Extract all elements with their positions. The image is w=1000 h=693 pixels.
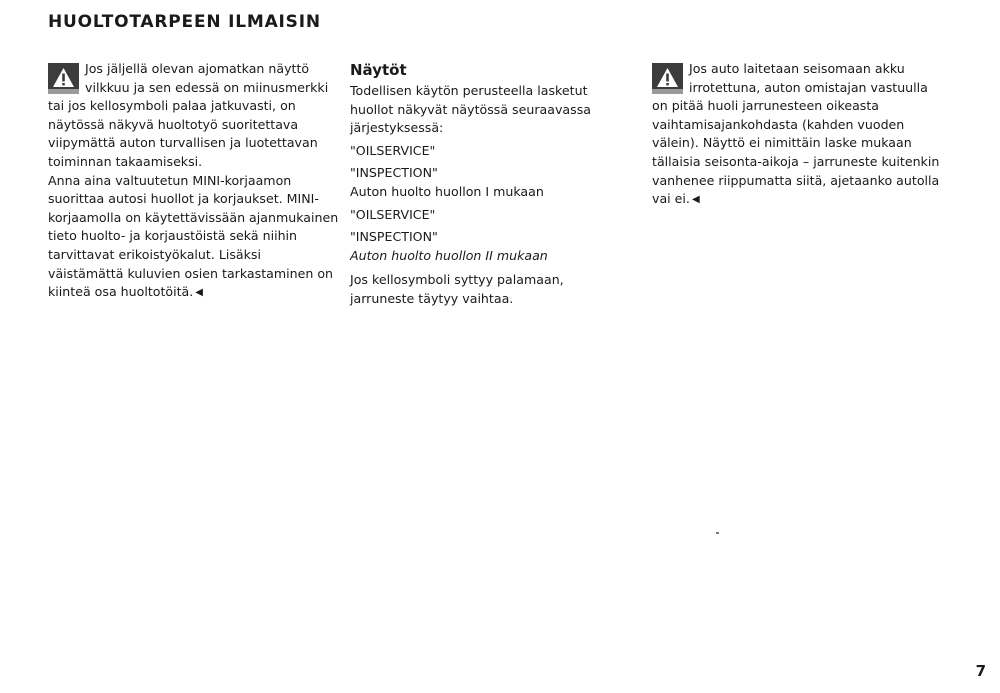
scan-speck (716, 532, 719, 534)
warning-triangle-icon (48, 63, 79, 94)
page-number: 7 (975, 662, 986, 680)
end-mark: ◀ (691, 194, 700, 206)
page-title: HUOLTOTARPEEN ILMAISIN (48, 12, 321, 32)
middle-column (350, 60, 614, 309)
service-item-oilservice: "OILSERVICE" (350, 206, 436, 222)
end-mark: ◀ (195, 287, 203, 299)
right-column (652, 60, 944, 210)
note-paragraph: Jos kellosymboli syttyy palamaan, jarruneste täytyy vaihtaa. (350, 272, 564, 306)
service-item-oilservice: "OILSERVICE" (350, 142, 436, 158)
warning-paragraph (48, 60, 340, 172)
warning-text: Jos jäljellä olevan ajomatkan näyttö vilkkuu ja sen edessä on miinusmerkki tai jos kellosymboli palaa jatkuvasti, on näytössä näkyvä huoltotyö suoritettava viipymättä auton turvallisen ja luotettavan toiminnan takaamiseksi. (48, 61, 329, 169)
service-item-description: Auton huolto huollon I mukaan (350, 183, 544, 199)
section-heading: Näytöt (350, 61, 407, 79)
intro-paragraph: Todellisen käytön perusteella lasketut huollot näkyvät näytössä seuraavassa järjestyksessä: (350, 83, 591, 136)
left-column (48, 60, 340, 303)
service-item-inspection: "INSPECTION" (350, 165, 438, 181)
body-paragraph: Anna aina valtuutetun MINI-korjaamon suorittaa autosi huollot ja korjaukset. MINI-korjaamolla on käytettävissään ajanmukainen tieto huolto- ja korjaustöistä sekä niihin tarvittavat erikoistyökalut. Lisäksi väistämättä kuluvien osien tarkastaminen on kiinteä osa huoltotöitä. ◀ (48, 172, 339, 300)
service-item-description: Auton huolto huollon II mukaan (350, 247, 548, 263)
service-item-inspection: "INSPECTION" (350, 229, 438, 245)
warning-text: Jos auto laitetaan seisomaan akku irrotettuna, auton omistajan vastuulla on pitää huoli jarrunesteen oikeasta vaihtamisajankohdasta (kahden vuoden välein). Näyttö ei nimittäin laske mukaan tällaisia seisonta-aikoja – jarruneste kuitenkin vanhenee riippumatta siitä, ajetaanko autolla vai ei. (652, 61, 940, 207)
warning-paragraph (652, 60, 944, 210)
warning-triangle-icon (652, 63, 683, 94)
